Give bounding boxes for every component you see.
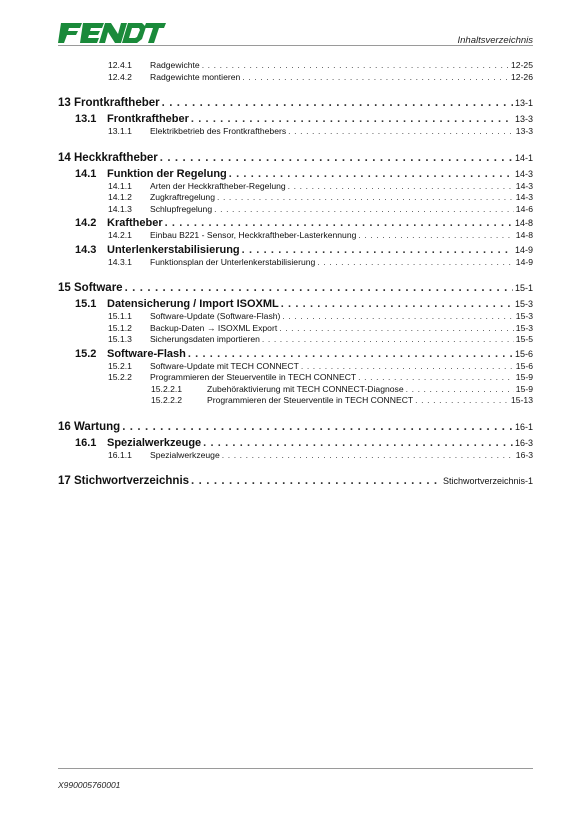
dot-leader — [281, 298, 513, 310]
dot-leader — [214, 204, 514, 214]
toc-entry-title: Zugkraftregelung — [150, 192, 215, 202]
footer-divider — [58, 768, 533, 769]
toc-entry[interactable] — [58, 257, 533, 267]
dot-leader — [262, 334, 514, 344]
fendt-logo — [58, 22, 166, 44]
header-divider — [58, 45, 533, 46]
toc-entry-title: Programmieren der Steuerventile in TECH CONNECT — [207, 395, 414, 405]
toc-entry[interactable] — [58, 282, 533, 294]
toc-entry-page: 14-3 — [515, 192, 533, 202]
toc-entry-page: 12-25 — [511, 60, 533, 70]
dot-leader — [165, 217, 513, 229]
toc-entry-number: 15 — [58, 282, 71, 294]
toc-entry[interactable] — [58, 475, 533, 487]
dot-leader — [317, 257, 514, 267]
toc-entry-page: 15-9 — [515, 383, 533, 394]
toc-entry-title: Kraftheber — [107, 217, 163, 229]
toc-entry-title: Sicherungsdaten importieren — [150, 334, 260, 344]
dot-leader — [188, 348, 513, 360]
toc-entry-page: 15-3 — [515, 322, 533, 333]
dot-leader — [406, 384, 514, 394]
dot-leader — [279, 323, 514, 333]
toc-entry-number: 13.1 — [75, 113, 97, 125]
dot-leader — [229, 168, 513, 180]
toc-entry[interactable] — [58, 450, 533, 460]
toc-entry-page: 15-5 — [515, 334, 533, 344]
page-header — [58, 22, 533, 46]
toc-entry[interactable] — [58, 395, 533, 405]
toc-entry-number: 14.1.2 — [108, 192, 132, 202]
toc-entry-title: Radgewichte montieren — [150, 71, 241, 82]
toc-entry-page: 13-1 — [514, 98, 533, 108]
toc-entry-title: Datensicherung / Import ISOXML — [107, 298, 279, 310]
toc-entry-page: Stichwortverzeichnis-1 — [442, 476, 533, 486]
toc-entry-title: Frontkraftheber — [74, 97, 160, 109]
toc-entry[interactable] — [58, 384, 533, 394]
toc-entry-number: 14.1.1 — [108, 180, 132, 191]
toc-entry-number: 14.2.1 — [108, 230, 132, 240]
toc-entry-page: 16-3 — [515, 449, 533, 460]
dot-leader — [282, 311, 513, 321]
toc-entry[interactable] — [58, 361, 533, 371]
toc-entry-number: 15.1 — [75, 298, 97, 310]
toc-entry-number: 14.1.3 — [108, 203, 132, 214]
toc-entry-number: 17 — [58, 475, 71, 487]
toc-entry-title: Zubehöraktivierung mit TECH CONNECT-Diagnose — [207, 383, 404, 394]
dot-leader — [160, 152, 513, 164]
toc-entry-title: Stichwortverzeichnis — [74, 475, 190, 487]
toc-entry-title: Unterlenkerstabilisierung — [107, 243, 240, 256]
toc-entry[interactable] — [58, 334, 533, 344]
toc-entry-number: 13 — [58, 97, 71, 109]
toc-entry-title: Arten der Heckkraftheber-Regelung — [150, 180, 286, 191]
toc-entry-number: 15.1.3 — [108, 334, 132, 344]
toc-entry-page: 15-1 — [514, 283, 533, 293]
toc-entry-number: 12.4.2 — [108, 71, 132, 82]
toc-entry-page: 14-9 — [515, 256, 533, 267]
toc-entry-number: 15.2.2 — [108, 372, 132, 382]
toc-entry-number: 15.1.1 — [108, 311, 132, 321]
toc-entry-number: 16.1 — [75, 436, 97, 449]
toc-entry[interactable] — [58, 181, 533, 191]
document-code: X990005760001 — [58, 780, 121, 790]
dot-leader — [242, 72, 509, 82]
dot-leader — [288, 126, 514, 136]
toc-entry-number: 13.1.1 — [108, 126, 132, 136]
toc-entry[interactable] — [58, 97, 533, 109]
toc-entry-page: 13-3 — [514, 114, 533, 124]
toc-entry-page: 15-3 — [515, 311, 533, 321]
toc-entry[interactable] — [58, 323, 533, 333]
toc-entry[interactable] — [58, 113, 533, 125]
toc-entry-number: 15.2.1 — [108, 360, 132, 371]
toc-entry[interactable] — [58, 421, 533, 433]
toc-entry-title: Radgewichte — [150, 60, 200, 70]
dot-leader — [288, 181, 514, 191]
toc-entry-page: 14-9 — [514, 244, 533, 255]
dot-leader — [203, 437, 513, 449]
toc-entry-number: 14.3.1 — [108, 256, 132, 267]
dot-leader — [222, 450, 514, 460]
toc-entry[interactable] — [58, 311, 533, 321]
dot-leader — [358, 230, 513, 240]
toc-entry[interactable] — [58, 230, 533, 240]
dot-leader — [191, 475, 441, 487]
toc-entry-title: Spezialwerkzeuge — [150, 449, 220, 460]
toc-entry[interactable] — [58, 126, 533, 136]
toc-entry-page: 14-8 — [515, 230, 533, 240]
toc-entry[interactable] — [58, 60, 533, 70]
toc-entry-page: 12-26 — [511, 71, 533, 82]
toc-entry-number: 16 — [58, 420, 71, 433]
toc-entry[interactable] — [58, 298, 533, 310]
toc-entry-page: 15-3 — [514, 299, 533, 309]
dot-leader — [125, 282, 513, 294]
toc-entry-number: 15.2.2.2 — [151, 395, 183, 405]
toc-entry[interactable] — [58, 348, 533, 360]
toc-entry[interactable] — [58, 372, 533, 382]
toc-entry-title: Wartung — [74, 420, 121, 433]
toc-entry-title: Software — [74, 282, 123, 294]
toc-entry[interactable] — [58, 437, 533, 449]
toc-entry[interactable] — [58, 168, 533, 180]
toc-entry-page: 14-6 — [515, 203, 533, 214]
toc-entry-number: 16.1.1 — [108, 449, 132, 460]
toc-entry-page: 16-1 — [514, 421, 533, 432]
toc-entry-title: Frontkraftheber — [107, 113, 189, 125]
toc-entry-page: 14-3 — [515, 180, 533, 191]
toc-entry-title: Software-Flash — [107, 347, 186, 360]
toc-entry-number: 14.3 — [75, 243, 97, 256]
svg-text:FENDT: FENDT — [58, 22, 62, 23]
toc-entry-title: Software-Update mit TECH CONNECT — [150, 360, 299, 371]
toc-entry-title: Backup-Daten → ISOXML Export — [150, 322, 278, 333]
dot-leader — [122, 421, 513, 433]
toc-entry-title: Heckkraftheber — [74, 151, 158, 164]
toc-entry-number: 14.1 — [75, 167, 97, 180]
toc-entry-page: 15-6 — [514, 348, 533, 359]
section-title: Inhaltsverzeichnis — [457, 35, 533, 46]
toc-entry-number: 15.1.2 — [108, 322, 132, 333]
dot-leader — [415, 395, 509, 405]
toc-entry-title: Funktionsplan der Unterlenkerstabilisierung — [150, 256, 316, 267]
toc-entry-page: 16-3 — [514, 437, 533, 448]
dot-leader — [217, 192, 514, 202]
toc-entry[interactable] — [58, 217, 533, 229]
toc-entry-number: 14 — [58, 151, 71, 164]
dot-leader — [301, 361, 514, 371]
toc-entry-number: 15.2 — [75, 347, 97, 360]
toc-entry[interactable] — [58, 192, 533, 202]
toc-entry-title: Spezialwerkzeuge — [107, 436, 202, 449]
toc-entry-page: 15-9 — [515, 372, 533, 382]
toc-entry-page: 14-3 — [514, 168, 533, 179]
toc-entry-number: 12.4.1 — [108, 60, 132, 70]
toc-entry-title: Software-Update (Software-Flash) — [150, 311, 281, 321]
dot-leader — [162, 97, 513, 109]
dot-leader — [242, 244, 513, 256]
dot-leader — [191, 113, 513, 125]
toc-entry-title: Programmieren der Steuerventile in TECH CONNECT — [150, 372, 357, 382]
toc-entry-page: 14-1 — [514, 152, 533, 163]
toc-entry[interactable] — [58, 244, 533, 256]
dot-leader — [202, 60, 509, 70]
toc-entry-page: 15-6 — [515, 360, 533, 371]
toc-entry-number: 14.2 — [75, 217, 97, 229]
toc-entry-page: 15-13 — [511, 395, 533, 405]
toc-entry-title: Elektrikbetrieb des Frontkrafthebers — [150, 126, 287, 136]
toc-entry-title: Einbau B221 - Sensor, Heckkraftheber-Lasterkennung — [150, 230, 357, 240]
toc-entry-title: Schlupfregelung — [150, 203, 213, 214]
toc-entry-page: 14-8 — [514, 218, 533, 228]
toc-entry-number: 15.2.2.1 — [151, 383, 183, 394]
toc-entry-page: 13-3 — [515, 126, 533, 136]
toc-entry[interactable] — [58, 72, 533, 82]
dot-leader — [358, 372, 514, 382]
toc-entry[interactable] — [58, 204, 533, 214]
toc-entry-title: Funktion der Regelung — [107, 167, 227, 180]
toc-entry[interactable] — [58, 152, 533, 164]
